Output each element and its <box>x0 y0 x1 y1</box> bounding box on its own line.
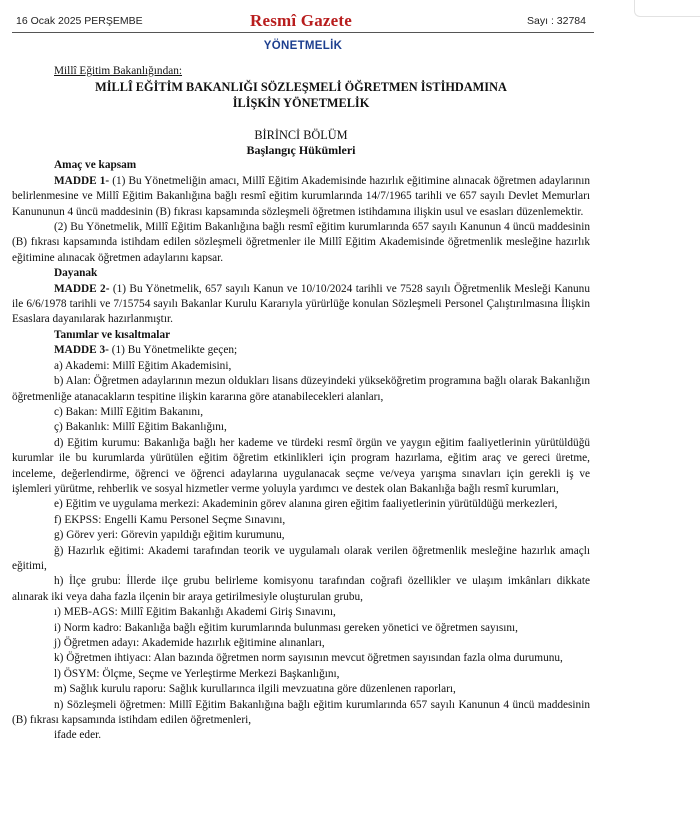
definition-item: l) ÖSYM: Ölçme, Seçme ve Yerleştirme Merkezi Başkanlığını, <box>54 667 340 680</box>
definition-item: h) İlçe grubu: İllerde ilçe grubu belirleme komisyonu tarafından coğrafi özellikler ve ulaşım imkânları dikkate alınarak iki veya daha fazla ilçenin bir araya getirilmesiyle oluşturulan grubu, <box>12 575 590 603</box>
definition-item: j) Öğretmen adayı: Akademide hazırlık eğitimine alınanları, <box>54 637 325 649</box>
definition-item: b) Alan: Öğretmen adaylarının mezun oldukları lisans düzeyindeki yükseköğretim programına bağlı olarak Bakanlığın öğretmenliğe atanacakların tespitine ilişkin kararına göre atanabilecekleri alanları, <box>12 375 590 403</box>
regulation-title-line-1: MİLLÎ EĞİTİM BAKANLIĞI SÖZLEŞMELİ ÖĞRETMEN İSTİHDAMINA <box>95 80 507 95</box>
spacer <box>12 111 590 127</box>
definition-item: ç) Bakanlık: Millî Eğitim Bakanlığını, <box>54 421 227 434</box>
definition-item: n) Sözleşmeli öğretmen: Millî Eğitim Bakanlığına bağlı eğitim kurumlarında 657 sayılı Kanunun 4 üncü maddesinin (B) fıkrası kapsamında istihdam edilen öğretmenleri, <box>12 698 590 727</box>
definition-item: d) Eğitim kurumu: Bakanlığa bağlı her kademe ve türdeki resmî örgün ve yaygın eğitim faaliyetlerinin yürütüldüğü kurumlar ile bu kurumlarda yürütülen eğitim öğretim etkinlikleri için program hazırlama, eğitim araç ve gereci üretme, inceleme, değerlendirme, öğrenci ve öğrenci adaylarına uygulanacak seçme ve/veya yarışma sınavları için gerekli iş ve işlemleri yürütme, rehberlik ve sosyal hizmetler verme yoluyla yardımcı ve destek olan Bakanlığa bağlı resmî kurumları, <box>12 436 590 495</box>
article-2-paragraph-1 <box>12 282 590 328</box>
article-1-paragraph-2: (2) Bu Yönetmelik, Millî Eğitim Bakanlığına bağlı resmî eğitim kurumlarında 657 sayılı Kanunun 4 üncü maddesinin (B) fıkrası kapsamında istihdam edilen sözleşmeli öğretmenler ile Millî Eğitim Akademisinde öğretmenlik mesleğine hazırlık eğitimine alınacak öğretmen adaylarını kapsar. <box>12 221 590 264</box>
definition-item: m) Sağlık kurulu raporu: Sağlık kurullarınca ilgili mevzuatına göre düzenlenen raporları, <box>54 683 456 696</box>
issue-number: Sayı : 32784 <box>527 15 586 27</box>
section-heading-basis: Dayanak <box>54 267 98 280</box>
definition-item: i) Norm kadro: Bakanlığa bağlı eğitim kurumlarında bulunması gereken yönetici ve öğretmen sayısını, <box>54 621 518 634</box>
article-3-intro-text: (1) Bu Yönetmelikte geçen; <box>108 344 238 357</box>
ministry-line: Millî Eğitim Bakanlığından: <box>54 65 183 77</box>
section-heading-definitions: Tanımlar ve kısaltmalar <box>54 328 171 341</box>
chapter-number: BİRİNCİ BÖLÜM <box>254 128 348 143</box>
regulation-title-line-2: İLİŞKİN YÖNETMELİK <box>232 96 370 111</box>
issue-date: 16 Ocak 2025 PERŞEMBE <box>16 15 143 27</box>
gazette-header <box>12 10 590 32</box>
document-body <box>12 64 590 744</box>
header-divider <box>12 32 594 33</box>
definition-item: f) EKPSS: Engelli Kamu Personel Seçme Sınavını, <box>54 513 286 526</box>
article-1-paragraph-1 <box>12 174 590 220</box>
closing-line: ifade eder. <box>54 729 102 742</box>
article-2-label: MADDE 2- <box>54 282 110 295</box>
chapter-title: Başlangıç Hükümleri <box>246 143 356 158</box>
definition-item: ı) MEB-AGS: Millî Eğitim Bakanlığı Akademi Giriş Sınavını, <box>54 606 336 619</box>
article-3-label: MADDE 3- <box>54 344 109 357</box>
article-1-label: MADDE 1- <box>54 174 110 187</box>
article-1-text: (1) Bu Yönetmeliğin amacı, Millî Eğitim Akademisinde hazırlık eğitimine alınacak öğretmen adaylarının belirlenmesine ve Millî Eğitim Bakanlığına bağlı resmî eğitim kurumlarında 14/7/1965 tarihli ve 657 sayılı Devlet Memurları Kanununun 4 üncü maddesinin (B) fıkrası kapsamında sözleşmeli öğretmen istihdamına ilişkin usul ve esasları düzenlemektir. <box>12 174 590 218</box>
definition-item: k) Öğretmen ihtiyacı: Alan bazında öğretmen norm sayısının mevcut öğretmen sayısından fazla olma durumunu, <box>54 652 563 665</box>
definition-item: c) Bakan: Millî Eğitim Bakanını, <box>54 405 204 418</box>
article-3-intro <box>12 343 590 358</box>
definition-item: a) Akademi: Millî Eğitim Akademisini, <box>54 359 232 372</box>
gazette-title: Resmî Gazete <box>250 11 352 30</box>
browser-corner-panel <box>634 0 700 17</box>
definition-item: e) Eğitim ve uygulama merkezi: Akademinin görev alanına giren eğitim faaliyetlerinin yürütüldüğü merkezleri, <box>54 498 558 511</box>
definition-item: ğ) Hazırlık eğitimi: Akademi tarafından teorik ve uygulamalı olarak verilen öğretmenlik mesleğine hazırlık amaçlı eğitimi, <box>12 544 590 572</box>
definition-item: g) Görev yeri: Görevin yapıldığı eğitim kurumunu, <box>54 529 285 542</box>
section-heading-purpose: Amaç ve kapsam <box>54 159 137 172</box>
article-2-text: (1) Bu Yönetmelik, 657 sayılı Kanun ve 10/10/2024 tarihli ve 7528 sayılı Öğretmenlik Mesleği Kanunu ile 6/6/1978 tarihli ve 7/15754 sayılı Bakanlar Kurulu Kararıyla yürürlüğe konulan Sözleşmeli Personel Çalıştırılmasına İlişkin Esaslara dayanılarak hazırlanmıştır. <box>12 282 590 326</box>
document-type: YÖNETMELİK <box>263 40 343 52</box>
